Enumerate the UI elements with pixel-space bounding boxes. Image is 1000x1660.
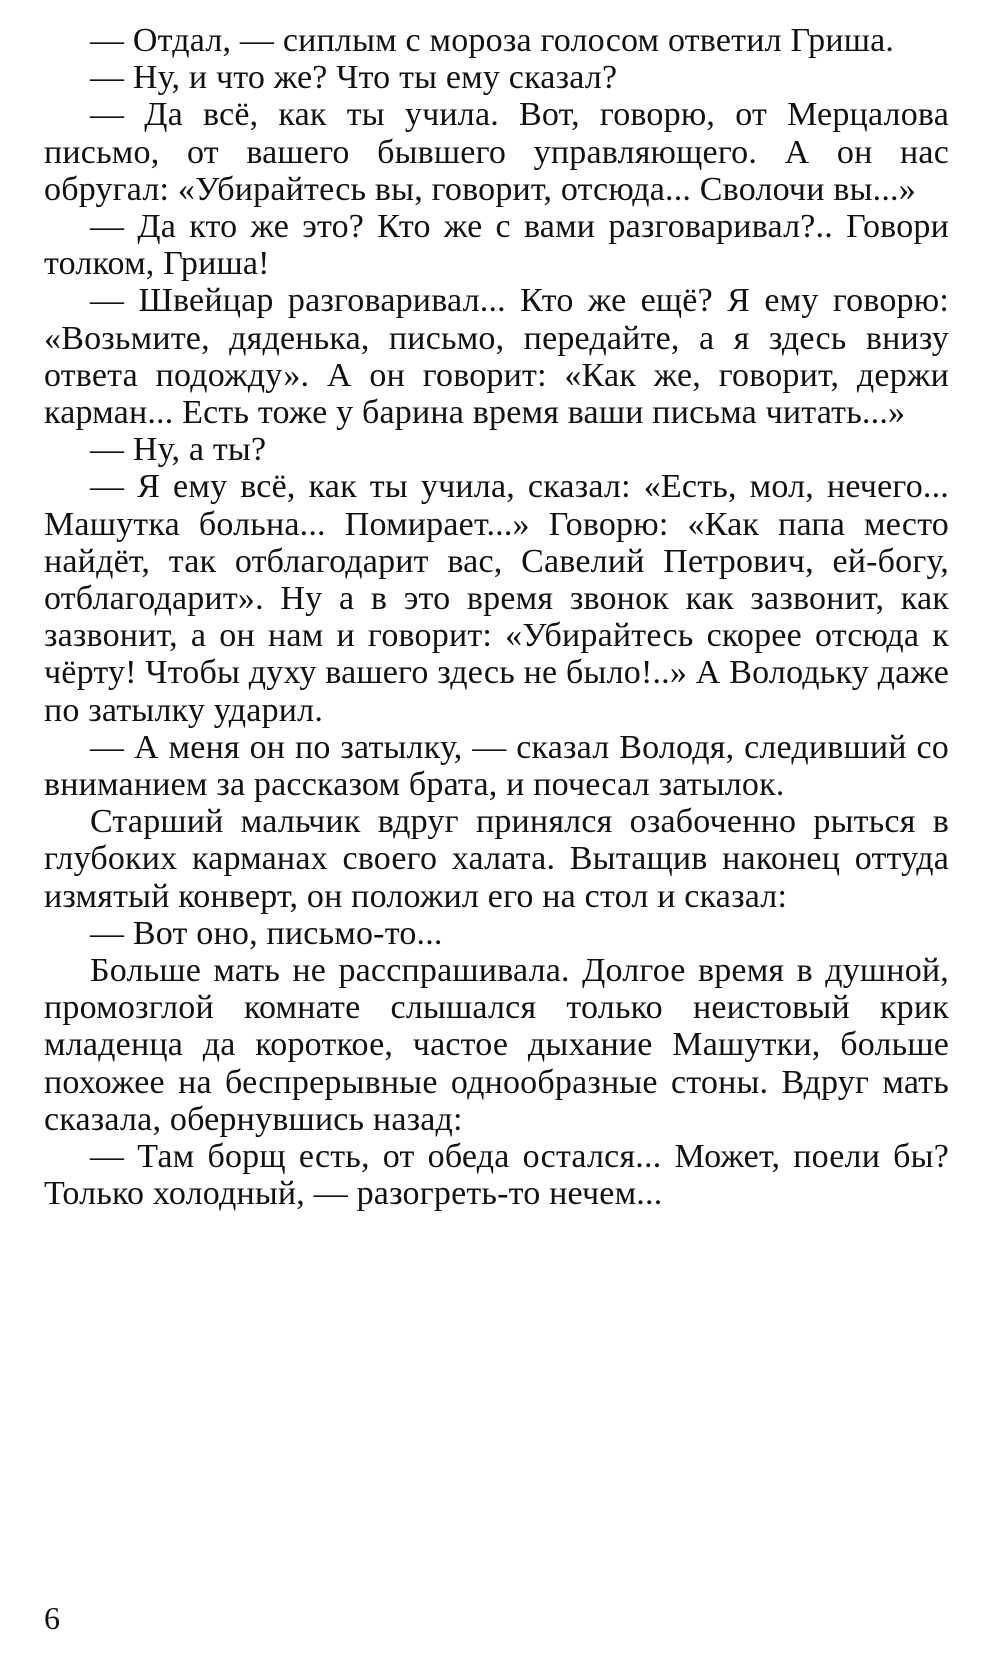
paragraph: — Швейцар разговаривал... Кто же ещё? Я ему говорю: «Возьмите, дяденька, письмо, передайте, а я здесь внизу ответа подожду». А он говорит: «Как же, говорит, держи карман... Есть тоже у барина время ваши письма читать...»: [44, 282, 949, 432]
paragraph: — Я ему всё, как ты учила, сказал: «Есть, мол, нечего... Машутка больна... Помирает...» Говорю: «Как папа место найдёт, так отблагодарит вас, Савелий Петрович, ей-богу, отблагодарит». Ну а в это время звонок как зазвонит, как зазвонит, а он нам и говорит: «Убирайтесь скорее отсюда к чёрту! Чтобы духу вашего здесь не было!..» А Володьку даже по затылку ударил.: [44, 468, 949, 729]
page-text: [44, 22, 949, 1213]
paragraph: — Вот оно, письмо-то...: [90, 914, 443, 952]
paragraph: — А меня он по затылку, — сказал Володя, следивший со вниманием за рассказом брата, и почесал затылок.: [44, 728, 949, 804]
paragraph: — Отдал, — сиплым с мороза голосом ответил Гриша.: [90, 22, 895, 59]
paragraph: — Ну, а ты?: [90, 431, 267, 469]
paragraph: Старший мальчик вдруг принялся озабоченно рыться в глубоких карманах своего халата. Вытащив наконец оттуда измятый конверт, он положил его на стол и сказал:: [44, 803, 949, 915]
paragraph: — Ну, и что же? Что ты ему сказал?: [90, 59, 618, 97]
paragraph: — Да кто же это? Кто же с вами разговаривал?.. Говори толком, Гриша!: [44, 208, 949, 283]
paragraph: — Там борщ есть, от обеда остался... Может, поели бы? Только холодный, — разогреть-то нечем...: [44, 1138, 949, 1213]
page-number: 6: [44, 1600, 60, 1636]
paragraph: — Да всё, как ты учила. Вот, говорю, от Мерцалова письмо, от вашего бывшего управляющего. А он нас обругал: «Убирайтесь вы, говорит, отсюда... Сволочи вы...»: [44, 96, 949, 208]
paragraph: Больше мать не расспрашивала. Долгое время в душной, промозглой комнате слышался только неистовый крик младенца да короткое, частое дыхание Машутки, больше похожее на беспрерывные однообразные стоны. Вдруг мать сказала, обернувшись назад:: [44, 952, 949, 1138]
